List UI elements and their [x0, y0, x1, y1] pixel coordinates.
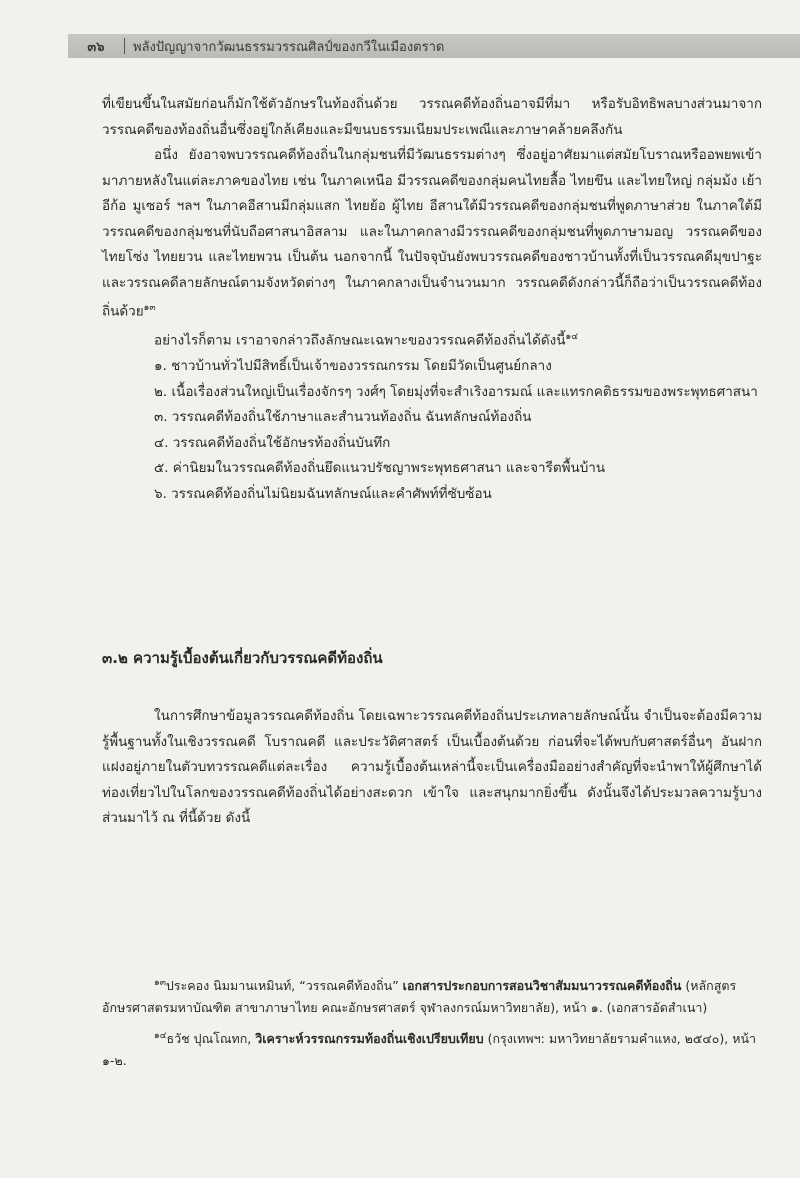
section-paragraph: ในการศึกษาข้อมูลวรรณคดีท้องถิ่น โดยเฉพาะวรรณคดีท้องถิ่นประเภทลายลักษณ์นั้น จำเป็นจะต้องมีความรู้พื้นฐานทั้งในเชิงวรรณคดี โบราณคดี และประวัติศาสตร์ เป็นเบื้องต้นด้วย ก่อนที่จะได้พบกับศาสตร์อื่นๆ อันฝากแฝงอยู่ภายในตัวบทวรรณคดีแต่ละเรื่อง ความรู้เบื้องต้นเหล่านี้จะเป็นเครื่องมืออย่างสำคัญที่จะนำพาให้ผู้ศึกษาได้ท่องเที่ยวไปในโลกของวรรณคดีท้องถิ่นได้อย่างสะดวก เข้าใจ และสนุกมากยิ่งขึ้น ดังนั้นจึงได้ประมวลความรู้บางส่วนมาไว้ ณ ที่นี้ด้วย ดังนี้ — [102, 708, 762, 826]
section-heading: ๓.๒ ความรู้เบื้องต้นเกี่ยวกับวรรณคดีท้องถิ่น — [102, 649, 383, 667]
footnote-14 — [102, 1025, 762, 1072]
list-item: ๕. ค่านิยมในวรรณคดีท้องถิ่นยึดแนวปรัชญาพระพุทธศาสนา และจารีตพื้นบ้าน — [154, 460, 606, 476]
list-item: ๔. วรรณคดีท้องถิ่นใช้อักษรท้องถิ่นบันทึก — [154, 434, 391, 451]
footnote-title: วิเคราะห์วรรณกรรมท้องถิ่นเชิงเปรียบเทียบ — [255, 1031, 484, 1047]
footnote-mark: ๑๓ — [154, 978, 166, 988]
footnote-mark: ๑๔ — [154, 1031, 167, 1042]
body-text — [102, 92, 762, 507]
section-body — [102, 704, 762, 832]
footnote-text: ประคอง นิมมานเหมินท์, “วรรณคดีท้องถิ่น” — [165, 978, 403, 994]
paragraph-3-text: อย่างไรก็ตาม เราอาจกล่าวถึงลักษณะเฉพาะของวรรณคดีท้องถิ่นได้ดังนี้ — [154, 332, 566, 349]
footnotes — [102, 972, 762, 1078]
header-divider — [124, 38, 125, 54]
paragraph-3 — [102, 325, 762, 354]
footnote-text: ธวัช ปุณโณทก, — [166, 1031, 256, 1047]
list-item: ๓. วรรณคดีท้องถิ่นใช้ภาษาและสำนวนท้องถิ่น ฉันทลักษณ์ท้องถิ่น — [154, 409, 532, 425]
list-item: ๑. ชาวบ้านทั่วไปมีสิทธิ์เป็นเจ้าของวรรณกรรม โดยมีวัดเป็นศูนย์กลาง — [154, 358, 552, 374]
footnote-13 — [102, 972, 762, 1019]
characteristics-list — [102, 354, 762, 507]
page-number: ๓๖ — [87, 39, 105, 55]
running-title: พลังปัญญาจากวัฒนธรรมวรรณศิลป์ของกวีในเมืองตราด — [133, 39, 445, 55]
footnote-text: (กรุงเทพฯ: มหาวิทยาลัยรามคำแหง, ๒๕๔๐), หน้า ๑-๒. — [102, 1031, 757, 1069]
footnote-title: เอกสารประกอบการสอนวิชาสัมมนาวรรณคดีท้องถิ่น — [402, 978, 682, 994]
footnote-ref-14: ๑๔ — [565, 332, 579, 342]
paragraph-1: ที่เขียนขึ้นในสมัยก่อนก็มักใช้ตัวอักษรในท้องถิ่นด้วย วรรณคดีท้องถิ่นอาจมีที่มา หรือรับอิทธิพลบางส่วนมาจากวรรณคดีของท้องถิ่นอื่นซึ่งอยู่ใกล้เคียงและมีขนบธรรมเนียมประเพณีและภาษาคล้ายคลึงกัน — [102, 96, 762, 138]
list-item: ๖. วรรณคดีท้องถิ่นไม่นิยมฉันทลักษณ์และคำศัพท์ที่ซับซ้อน — [154, 485, 492, 502]
paragraph-2 — [102, 143, 762, 325]
running-header — [68, 34, 800, 58]
footnote-ref-13: ๑๓ — [143, 303, 156, 313]
list-item: ๒. เนื้อเรื่องส่วนใหญ่เป็นเรื่องจักรๆ วงศ์ๆ โดยมุ่งที่จะสำเริงอารมณ์ และแทรกคติธรรมของพระพุทธศาสนา — [154, 383, 758, 400]
footnote-text: (หลักสูตรอักษรศาสตรมหาบัณฑิต สาขาภาษาไทย คณะอักษรศาสตร์ จุฬาลงกรณ์มหาวิทยาลัย), หน้า ๑. (เอกสารอัดสำเนา) — [102, 978, 737, 1016]
paragraph-2-text: อนึ่ง ยังอาจพบวรรณคดีท้องถิ่นในกลุ่มชนที่มีวัฒนธรรมต่างๆ ซึ่งอยู่อาศัยมาแต่สมัยโบราณหรืออพยพเข้ามาภายหลังในแต่ละภาคของไทย เช่น ในภาคเหนือ มีวรรณคดีของกลุ่มคนไทยลื้อ ไทยขึน และไทยใหญ่ กลุ่มม้ง เย้า อีก้อ มูเซอร์ ฯลฯ ในภาคอีสานมีกลุ่มแสก ไทยย้อ ผู้ไทย อีสานใต้มีวรรณคดีของกลุ่มชนที่พูดภาษาส่วย ในภาคใต้มีวรรณคดีของกลุ่มชนที่นับถือศาสนาอิสลาม และในภาคกลางมีวรรณคดีของกลุ่มชนที่พูดภาษามอญ วรรณคดีของไทยโซ่ง ไทยยวน และไทยพวน เป็นต้น นอกจากนี้ ในปัจจุบันยังพบวรรณคดีของชาวบ้านทั้งที่เป็นวรรณคดีมุขปาฐะและวรรณคดีลายลักษณ์ตามจังหวัดต่างๆ ในภาคกลางเป็นจำนวนมาก วรรณคดีดังกล่าวนี้ก็ถือว่าเป็นวรรณคดีท้องถิ่นด้วย — [102, 147, 762, 320]
